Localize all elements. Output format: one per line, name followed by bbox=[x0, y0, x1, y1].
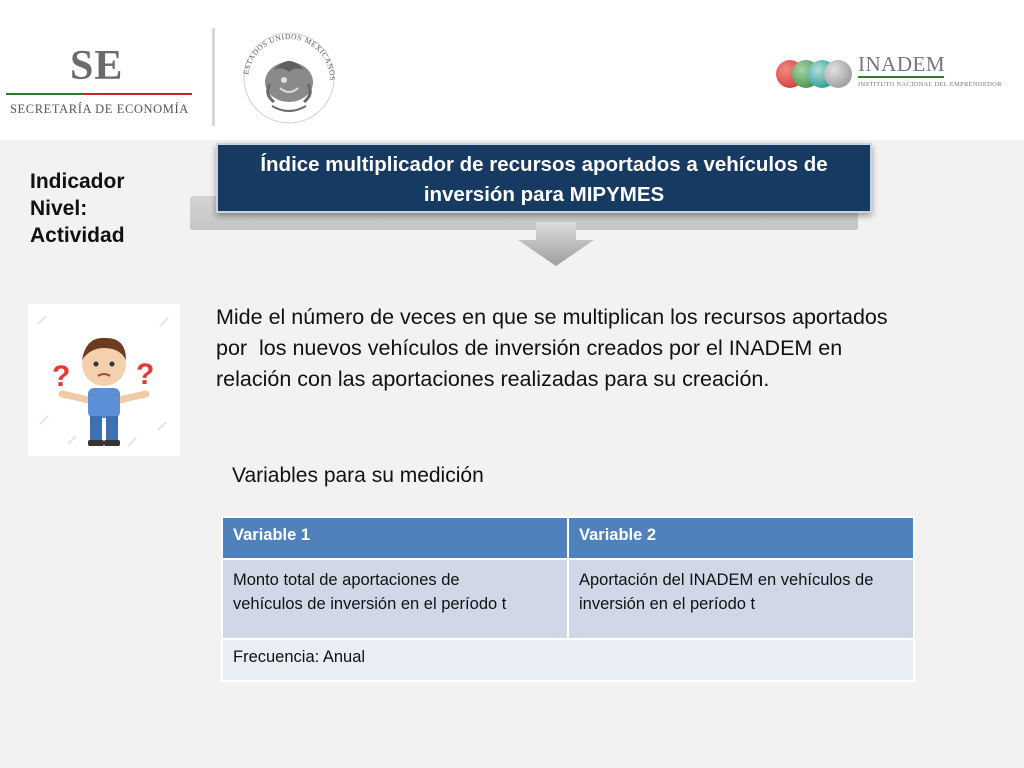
inadem-underline bbox=[858, 76, 944, 78]
page-title-line-1: Índice multiplicador de recursos aportados a vehículos de bbox=[260, 153, 828, 176]
coat-of-arms-icon bbox=[234, 22, 344, 126]
se-logo-title: SE bbox=[70, 43, 124, 89]
page-title bbox=[216, 143, 872, 213]
se-logo-subtitle: SECRETARÍA DE ECONOMÍA bbox=[10, 102, 189, 116]
se-logo-icon bbox=[0, 30, 200, 120]
svg-text:?: ? bbox=[136, 358, 155, 391]
table-row bbox=[222, 559, 914, 639]
svg-text:?: ? bbox=[52, 360, 71, 393]
variable-1-line-2: vehículos de inversión en el período t bbox=[233, 595, 507, 613]
table-row bbox=[222, 639, 914, 681]
description-line-3: relación con las aportaciones realizadas para su creación. bbox=[216, 367, 770, 391]
header-divider bbox=[212, 28, 215, 126]
confused-person-icon bbox=[28, 304, 180, 456]
table-cell-variable-1 bbox=[222, 559, 568, 639]
variable-1-line-1: Monto total de aportaciones de bbox=[233, 571, 460, 589]
se-logo-red-line bbox=[82, 93, 192, 95]
table-header-row bbox=[222, 517, 914, 559]
confused-person-image bbox=[28, 304, 180, 456]
table-header-variable-2: Variable 2 bbox=[568, 517, 914, 559]
table-header-variable-1: Variable 1 bbox=[222, 517, 568, 559]
seal-text: ESTADOS UNIDOS MEXICANOS bbox=[241, 31, 338, 82]
description-line-1: Mide el número de veces en que se multiplican los recursos aportados bbox=[216, 305, 888, 329]
indicator-level bbox=[30, 168, 125, 249]
variables-title: Variables para su medición bbox=[232, 464, 484, 487]
variables-table bbox=[221, 516, 915, 682]
inadem-title: INADEM bbox=[858, 52, 945, 76]
description-line-2: por los nuevos vehículos de inversión creados por el INADEM en bbox=[216, 336, 843, 360]
inadem-circle-gray bbox=[824, 60, 852, 88]
indicator-line-1: Indicador bbox=[30, 170, 125, 193]
indicator-line-3: Actividad bbox=[30, 224, 125, 247]
page-title-line-2: inversión para MIPYMES bbox=[423, 183, 665, 206]
indicator-line-2: Nivel: bbox=[30, 197, 88, 220]
table-cell-variable-2 bbox=[568, 559, 914, 639]
se-logo-green-line bbox=[6, 93, 82, 95]
variable-2-line-2: inversión en el período t bbox=[579, 595, 756, 613]
table-cell-frequency: Frecuencia: Anual bbox=[222, 639, 914, 681]
down-arrow-icon bbox=[518, 222, 594, 266]
header-bar bbox=[0, 0, 1024, 140]
indicator-description bbox=[216, 302, 976, 395]
inadem-logo-icon bbox=[770, 52, 1010, 100]
inadem-subtitle: INSTITUTO NACIONAL DEL EMPRENDEDOR bbox=[858, 81, 1002, 88]
variable-2-line-1: Aportación del INADEM en vehículos de bbox=[579, 571, 874, 589]
